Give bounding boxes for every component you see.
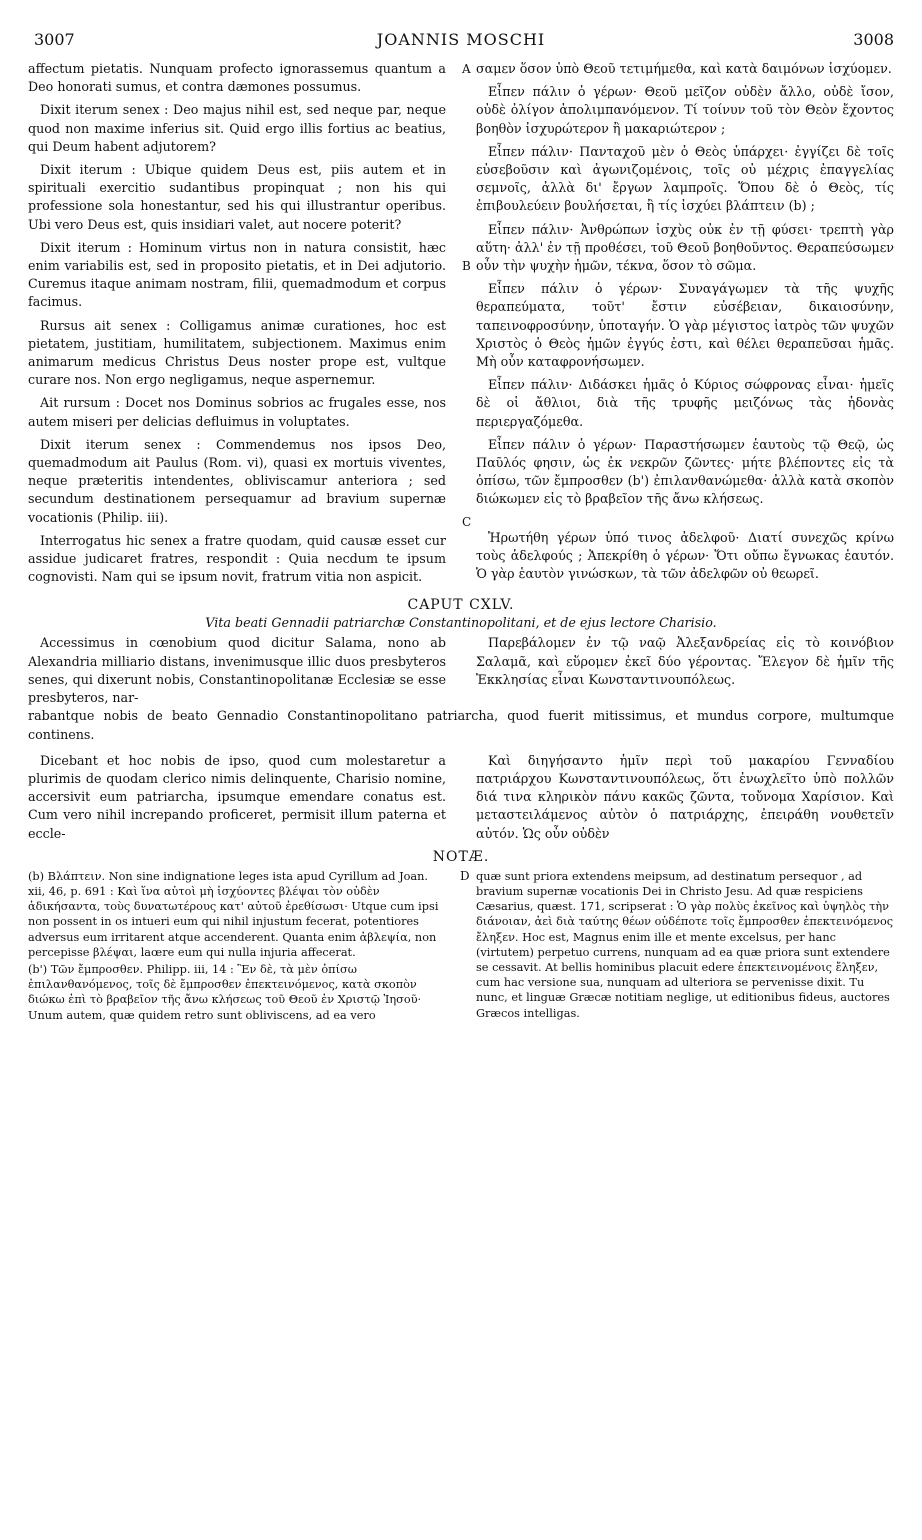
latin-paragraph: Dixit iterum : Hominum virtus non in natura consistit, hæc enim variabilis est, sed in proposito pietatis, et in Dei adjutorio. Curemus itaque animam nostram, filii, quemadmodum et corpus facimus. <box>28 239 446 310</box>
greek-paragraph: A σαμεν ὅσον ὑπὸ Θεοῦ τετιμήμεθα, καὶ κατὰ δαιμόνων ἰσχύομεν. <box>462 61 892 76</box>
greek-paragraph: Εἶπεν πάλιν· Διδάσκει ἡμᾶς ὁ Κύριος σώφρονας εἶναι· ἡμεῖς δὲ οἱ ἄθλιοι, διὰ τῆς τρυφῆς μειζόνως τὰς ἡδονὰς περιεργαζόμεθα. <box>476 377 894 429</box>
section-1 <box>28 60 894 591</box>
latin-paragraph: Interrogatus hic senex a fratre quodam, quid causæ esset cur assidue judicaret fratres, respondit : Quia necdum te ipsum cognovisti. Nam qui se ipsum novit, fratrum vitia non aspicit. <box>28 532 446 585</box>
latin-paragraph: Dixit iterum : Ubique quidem Deus est, piis autem et in spirituali exercitio sudantibus propinquat ; non his qui professione sola honestantur, sed his qui illustrantur operibus. Ubi vero Deus est, quis insidiari valet, aut nocere poterit? <box>28 162 446 232</box>
greek-paragraph: Εἶπεν πάλιν ὁ γέρων· Συναγάγωμεν τὰ τῆς ψυχῆς θεραπεύματα, τοῦτ' ἔστιν εὐσέβειαν, δικαιοσύνην, ταπεινοφροσύνην, ὑποταγήν. Ὁ γὰρ μέγιστος ἰατρὸς τῶν ψυχῶν Χριστὸς ὁ Θεὸς ἡμῶν ἐγγύς ἐστι, καὶ θέλει θεραπεῦσαι ἡμᾶς. Μὴ οὖν καταφρονήσωμεν. <box>476 281 894 370</box>
note-paragraph: D quæ sunt priora extendens meipsum, ad destinatum persequor , ad bravium supernæ vocationis Dei in Christo Jesu. Ad quæ respiciens Cæsarius, quæst. 171, scripserat : Ὁ γὰρ πολὺς ἐκεῖνος καὶ ὑψηλὸς τὴν διάνοιαν, ἀεὶ διὰ ταύτης θέων οὐδέποτε τοῖς ἔμπροσθεν ἐπεκτεινόμενος ἔληξεν. Hoc est, Magnus enim ille et mente excelsus, per hanc (virtutem) perpetuo currens, nunquam ad ea quæ priora sunt extendere se cessavit. At bellis hominibus placuit edere ἐπεκτεινομένοις ἔληξεν, cum hac versione sua, nunquam ad ulteriora se pervenisse dixit. Tu nunc, et linguæ Græcæ notitiam neglige, ut editionibus fideus, auctores Græcos intelligas. <box>460 868 894 1020</box>
page-number-right: 3008 <box>853 30 894 49</box>
latin-column-1 <box>28 60 446 591</box>
latin-paragraph: affectum pietatis. Nunquam profecto ignorassemus quantum a Deo honorati sumus, et contra dæmones possumus. <box>28 61 446 95</box>
page-header <box>28 30 894 60</box>
running-title: JOANNIS MOSCHI <box>376 30 546 49</box>
greek-paragraph: Παρεβάλομεν ἐν τῷ ναῷ Ἀλεξανδρείας εἰς τὸ κοινόβιον Σαλαμᾶ, καὶ εὕρομεν ἐκεῖ δύο γέροντας. Ἔλεγον δὲ ἡμῖν τῆς Ἐκκλησίας εἶναι Κωνσταντινουπόλεως. <box>476 635 894 687</box>
greek-paragraph: Καὶ διηγήσαντο ἡμῖν περὶ τοῦ μακαρίου Γενναδίου πατριάρχου Κωνσταντινουπόλεως, ὅτι ἐνωχλεῖτο ὑπὸ πολλῶν διά τινα κληρικὸν πάνυ κακῶς ζῶντα, τοὔνομα Χαρίσιον. Καὶ μεταστειλάμενος αὐτὸν ὁ πατριάρχης, ἐπειράθη νουθετεῖν αὐτόν. Ὡς οὖν οὐδὲν <box>476 752 894 841</box>
section-2b <box>28 752 894 843</box>
notes-section <box>28 869 894 1025</box>
latin-paragraph: Ait rursum : Docet nos Dominus sobrios ac frugales esse, nos autem miseri per delicias defluimus in voluptates. <box>28 395 446 429</box>
notes-column-right <box>460 868 894 1025</box>
latin-paragraph: Dixit iterum senex : Commendemus nos ipsos Deo, quemadmodum ait Paulus (Rom. vi), quasi ex mortuis viventes, neque præteritis intendentes, obliviscamur anteriora ; sed secundum destinationem persequamur ad bravium supernæ vocationis (Philip. iii). <box>28 436 446 525</box>
greek-paragraph: Εἶπεν πάλιν ὁ γέρων· Θεοῦ μεῖζον οὐδὲν ἄλλο, οὐδὲ ἴσον, οὐδὲ ὀλίγον ἀπολιμπανόμενον. Τί τοίνυν τοῦ τὸν Θεὸν ἔχοντος βοηθὸν ἰσχυρώτερον ἢ μακαριώτερον ; <box>476 84 894 136</box>
latin-paragraph: Dicebant et hoc nobis de ipso, quod cum molestaretur a plurimis de quodam clerico nimis delinquente, Charisio nomine, accersivit eum patriarcha, ipsumque emendare conatus est. Cum vero nihil increpando proficeret, permisit illum paterna et eccle- <box>28 752 446 841</box>
page-number-left: 3007 <box>34 30 75 49</box>
greek-paragraph: B Εἶπεν πάλιν· Ἀνθρώπων ἰσχὺς οὐκ ἐν τῇ φύσει· τρεπτὴ γὰρ αὕτη· ἀλλ' ἐν τῇ προθέσει, τοῦ Θεοῦ βοηθοῦντος. Θεραπεύσωμεν οὖν τὴν ψυχὴν ἡμῶν, τέκνα, ὅσον τὸ σῶμα. <box>462 221 894 274</box>
latin-paragraph: Dixit iterum senex : Deo majus nihil est, sed neque par, neque quod non maxime inferius sit. Quid ergo illis fortius ac beatius, qui Deum habent adjutorem? <box>28 102 446 154</box>
latin-paragraph: Accessimus in cœnobium quod dicitur Salama, nono ab Alexandria milliario distans, invenimusque illic duos presbyteros senes, qui dixerunt nobis, Constantinopolitanæ Ecclesiæ se esse presbyteros, nar- <box>28 635 446 706</box>
notes-heading: NOTÆ. <box>432 848 490 865</box>
chapter-heading: CAPUT CXLV. <box>407 597 515 614</box>
section-2a <box>28 634 894 707</box>
notes-column-left <box>28 869 446 1025</box>
latin-column-2a <box>28 634 446 707</box>
latin-full-width-line: rabantque nobis de beato Gennadio Constantinopolitano patriarcha, quod fuerit mitissimus, et mundus corpore, multumque continens. <box>28 708 894 742</box>
greek-paragraph: Εἶπεν πάλιν ὁ γέρων· Παραστήσωμεν ἑαυτοὺς τῷ Θεῷ, ὡς Παῦλός φησιν, ὡς ἐκ νεκρῶν ζῶντες· μήτε βλέποντες εἰς τὰ ὀπίσω, τῶν ἔμπροσθεν (b') ἐπιλανθανώμεθα· ἀλλὰ κατὰ σκοπὸν διώκωμεν εἰς τὸ βραβεῖον τῆς ἄνω κλήσεως. <box>476 436 894 507</box>
greek-column-2b <box>476 752 894 843</box>
chapter-subtitle: Vita beati Gennadii patriarchæ Constantinopolitani, et de ejus lectore Charisio. <box>205 615 717 631</box>
greek-paragraph: Εἶπεν πάλιν· Πανταχοῦ μὲν ὁ Θεὸς ὑπάρχει· ἐγγίζει δὲ τοῖς εὐσεβοῦσιν καὶ ἀγωνιζομένοις, τοῖς οὐ μέχρις ἐπαγγελίας σεμνοῖς, ἀλλὰ δι' ἔργων λαμπροῖς. Ὅπου δὲ ὁ Θεὸς, τίς ἐπιβουλεύειν βουλήσεται, ἢ τίς ἰσχύει βλάπτειν (b) ; <box>476 143 894 214</box>
greek-paragraph: C Ἠρωτήθη γέρων ὑπό τινος ἀδελφοῦ· Διατί συνεχῶς κρίνω τοὺς ἀδελφούς ; Ἀπεκρίθη ὁ γέρων· Ὅτι οὔπω ἔγνωκας ἑαυτόν. Ὁ γὰρ ἑαυτὸν γινώσκων, τὰ τῶν ἀδελφῶν οὐ θεωρεῖ. <box>462 514 894 582</box>
note-paragraph: (b') Τῶν ἔμπροσθεν. Philipp. iii, 14 : Ἓν δὲ, τὰ μὲν ὀπίσω ἐπιλανθανόμενος, τοῖς δὲ ἔμπροσθεν ἐπεκτεινόμενος, κατὰ σκοπὸν διώκω ἐπὶ τὸ βραβεῖον τῆς ἄνω κλήσεως τοῦ Θεοῦ ἐν Χριστῷ Ἰησοῦ· Unum autem, quæ quidem retro sunt obliviscens, ad ea vero <box>28 962 422 1022</box>
latin-paragraph: Rursus ait senex : Colligamus animæ curationes, hoc est pietatem, justitiam, humilitatem, subjectionem. Maximus enim animarum medicus Christus Deus noster prope est, vultque curare nos. Non ergo negligamus, neque aspernemur. <box>28 317 446 388</box>
greek-column-1 <box>462 60 894 591</box>
latin-column-2b <box>28 752 446 843</box>
greek-column-2a <box>476 634 894 707</box>
note-paragraph: (b) Βλάπτειν. Non sine indignatione leges ista apud Cyrillum ad Joan. xii, 46, p. 691 : Καὶ ἵνα αὐτοὶ μὴ ἰσχύοντες βλέψαι τὸν οὐδὲν ἀδικήσαντα, τοὺς δυνατωτέρους κατ' αὐτοῦ ἐρεθίσωσι· Utque cum ipsi non possent in os intueri eum qui nihil injustum fecerat, potentiores adversus eum irritarent atque accenderent. Quanta enim ἀβλεψία, non percepisse βλέψαι, laœre eum qui nulla injuria affecerat. <box>28 869 439 959</box>
page <box>28 30 894 1520</box>
